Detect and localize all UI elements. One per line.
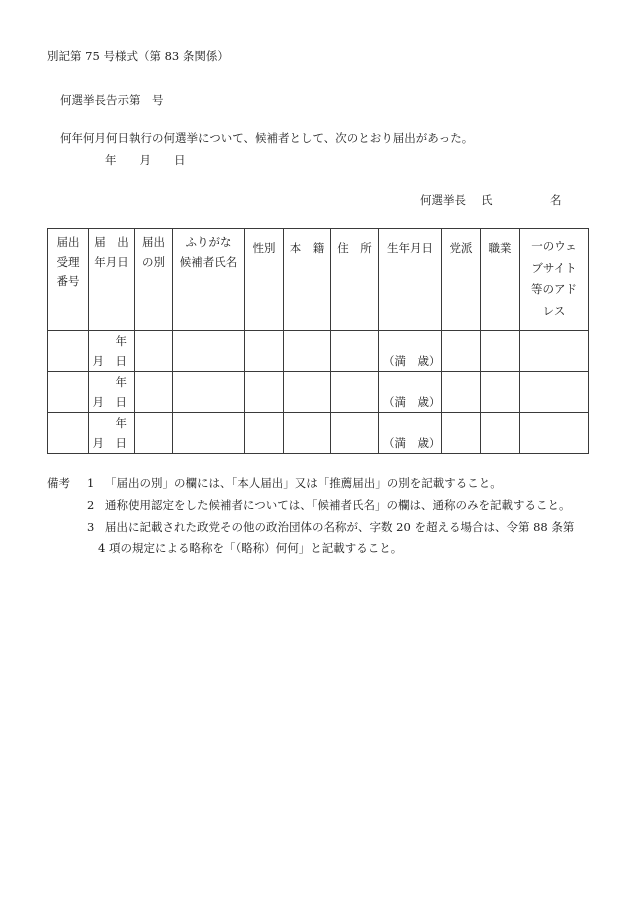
header-label-line: 受理 [56,254,80,269]
filing-date-year: 年 [115,375,127,389]
header-registered-domicile [284,229,331,331]
header-party [442,229,481,331]
header-label-line: ブサイト [531,260,577,275]
age-label: （満 歳） [383,354,441,368]
remarks-label: 備考 [47,476,70,490]
cell-occupation [481,331,520,372]
age-label: （満 歳） [383,395,441,409]
header-receipt-number [48,229,89,331]
cell-party [442,413,481,454]
table-header-row [48,229,589,331]
remark-number: 2 [87,498,95,512]
cell-occupation [481,372,520,413]
cell-party [442,372,481,413]
header-sex [245,229,284,331]
age-spacer [379,372,441,392]
header-address [331,229,379,331]
filing-date-month-day: 月 日 [92,354,127,368]
remark-text-continuation: 4 項の規定による略称を「（略称）何何」と記載すること。 [98,541,403,555]
remark-number: 3 [87,520,95,534]
table-row [48,372,589,413]
table-header [48,229,589,331]
header-label-line: 候補者氏名 [179,254,238,269]
remark-text: 届出に記載された政党その他の政治団体の名称が、字数 20 を超える場合は、令第 88 条第 [105,520,575,534]
filing-date-year: 年 [115,334,127,348]
header-website-address [520,229,589,331]
cell-website-address [520,372,589,413]
cell-birth-date [379,413,442,454]
age-label: （満 歳） [383,436,441,450]
cell-website-address [520,413,589,454]
form-label: 別記第 75 号様式（第 83 条関係） [47,49,229,63]
age-spacer [379,413,441,433]
cell-filing-type [135,331,173,372]
header-label-line: レス [542,303,566,318]
cell-birth-date [379,372,442,413]
age-spacer [379,331,441,351]
header-label-line: の別 [142,254,165,269]
remark-number: 1 [87,476,95,490]
header-label-line: 党派 [449,241,473,255]
table-body [48,331,589,454]
header-occupation [481,229,520,331]
cell-sex [245,331,284,372]
cell-filing-type [135,413,173,454]
header-filing-type [135,229,173,331]
cell-address [331,331,379,372]
header-label-line: ふりがな [185,235,232,249]
header-label-line: 一のウェ [531,239,577,253]
filing-date-year: 年 [115,416,127,430]
header-label-line: 届出 [56,235,80,249]
cell-receipt-number [48,372,89,413]
cell-receipt-number [48,413,89,454]
cell-birth-date [379,331,442,372]
cell-address [331,372,379,413]
cell-registered-domicile [284,413,331,454]
header-candidate-name [173,229,245,331]
header-label-line: 届 出 [94,235,129,249]
header-label-line: 届出 [142,235,165,249]
header-label-line: 本 籍 [289,241,325,255]
header-filing-date [89,229,135,331]
signatory-name-label: 氏 名 [481,193,562,207]
remark-text: 「届出の別」の欄には、「本人届出」又は「推薦届出」の別を記載すること。 [105,476,502,490]
cell-filing-date [89,372,135,413]
cell-sex [245,372,284,413]
signatory-title: 何選挙長 [420,193,466,207]
cell-registered-domicile [284,331,331,372]
notice-date: 年 月 日 [105,153,186,167]
header-label-line: 番号 [56,274,80,288]
header-label-line: 性別 [252,241,276,255]
cell-website-address [520,331,589,372]
notice-number: 何選挙長告示第 号 [60,93,164,107]
cell-party [442,331,481,372]
cell-candidate-name [173,372,245,413]
table-row [48,413,589,454]
filing-date-month-day: 月 日 [92,436,127,450]
cell-receipt-number [48,331,89,372]
header-label-line: 等のアド [531,282,577,296]
remark-text: 通称使用認定をした候補者については、「候補者氏名」の欄は、通称のみを記載すること。 [105,498,571,512]
header-label-line: 住 所 [337,241,372,255]
cell-address [331,413,379,454]
header-label-line: 年月日 [94,254,129,269]
cell-candidate-name [173,331,245,372]
cell-occupation [481,413,520,454]
cell-filing-date [89,331,135,372]
candidate-filing-table [47,228,589,454]
table-row [48,331,589,372]
filing-date-month-day: 月 日 [92,395,127,409]
cell-sex [245,413,284,454]
header-birth-date [379,229,442,331]
cell-filing-date [89,413,135,454]
notice-statement: 何年何月何日執行の何選挙について、候補者として、次のとおり届出があった。 [60,131,474,145]
cell-registered-domicile [284,372,331,413]
cell-candidate-name [173,413,245,454]
header-label-line: 生年月日 [387,241,433,255]
cell-filing-type [135,372,173,413]
header-label-line: 職業 [488,241,512,255]
